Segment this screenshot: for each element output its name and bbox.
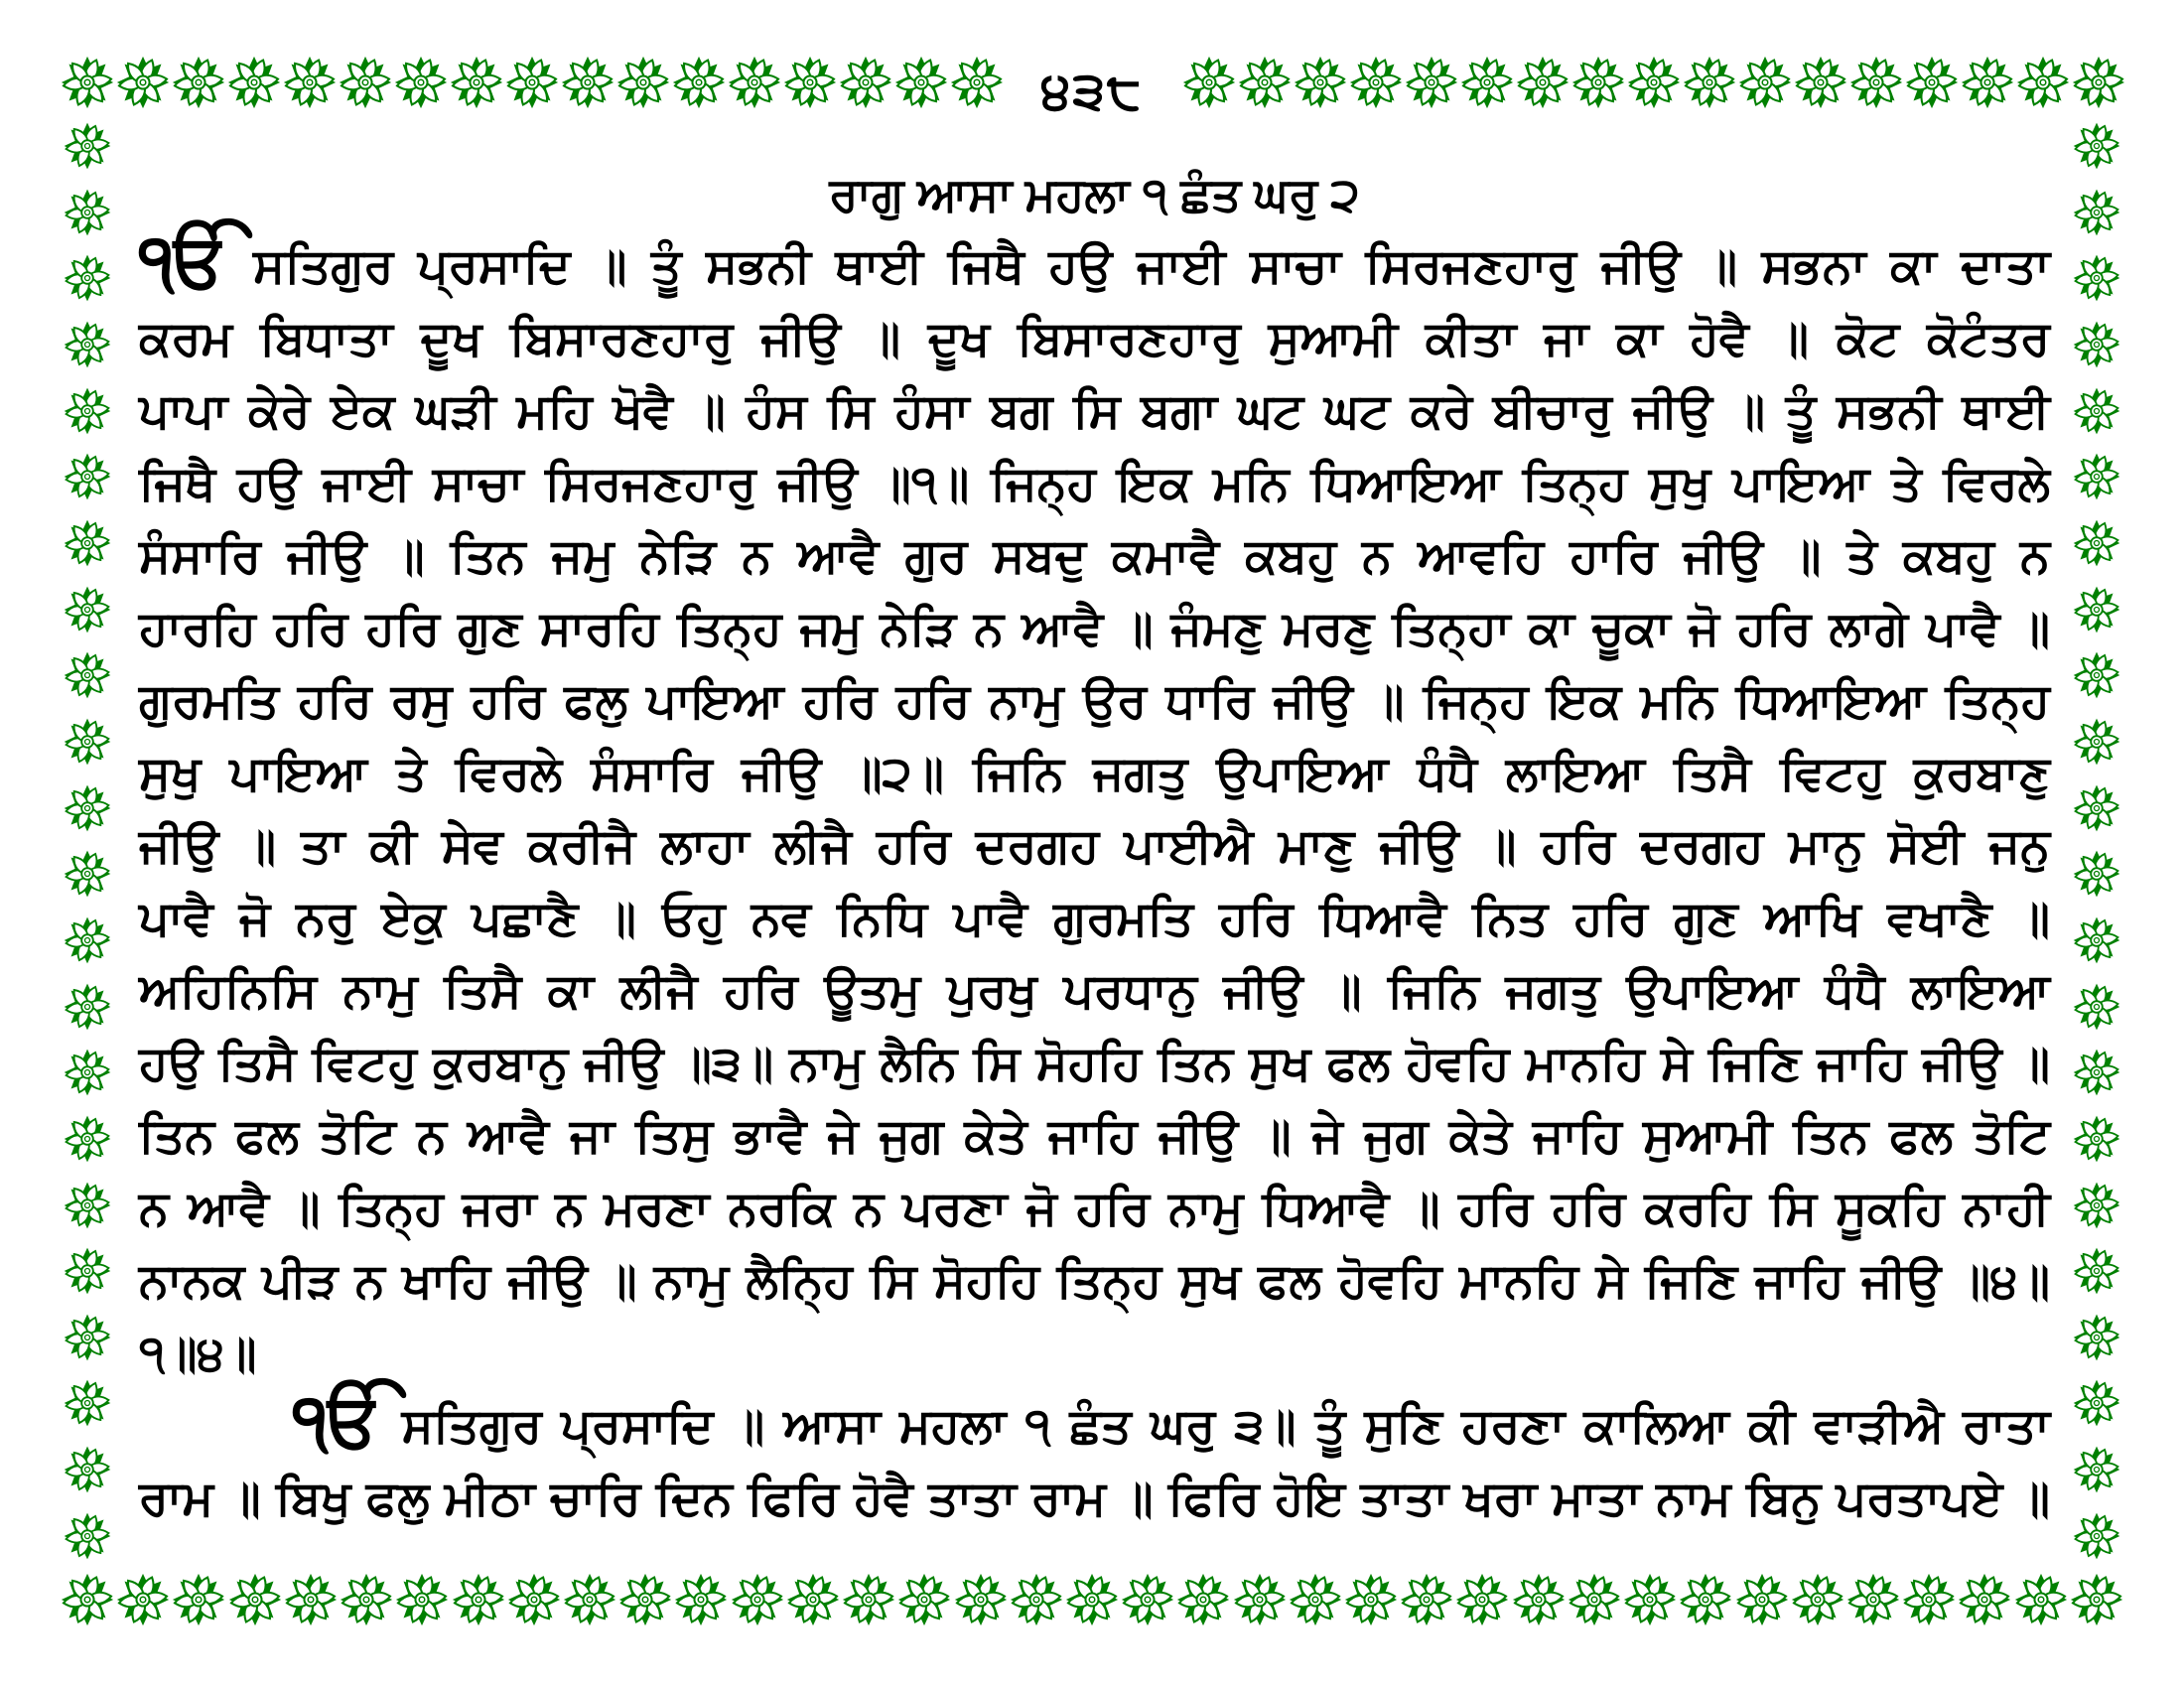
flower-icon bbox=[1293, 53, 1348, 112]
flower-icon bbox=[63, 1511, 112, 1561]
flower-icon bbox=[2072, 1445, 2121, 1494]
text-line: ਤਿਨ ਫਲ ਤੋਟਿ ਨ ਆਵੈ ਜਾ ਤਿਸੁ ਭਾਵੈ ਜੇ ਜੁਗ ਕੇਤੇ ਜਾਹਿ ਜੀਉ ॥ ਜੇ ਜੁਗ ਕੇਤੇ ਜਾਹਿ ਸੁਆਮੀ ਤਿਨ ਫਲ ਤੋਟਿ bbox=[139, 1110, 2050, 1163]
flower-icon bbox=[1960, 53, 2015, 112]
flower-icon bbox=[615, 53, 671, 112]
flower-icon bbox=[1343, 1570, 1399, 1629]
flower-icon bbox=[2072, 915, 2121, 965]
flower-icon bbox=[339, 1570, 394, 1629]
flower-icon bbox=[226, 53, 282, 112]
flower-icon bbox=[282, 53, 338, 112]
flower-icon bbox=[63, 188, 112, 237]
flower-icon bbox=[1232, 1570, 1288, 1629]
flower-icon bbox=[893, 53, 949, 112]
text-line: ਨ ਆਵੈ ॥ ਤਿਨ੍ਹ ਜਰਾ ਨ ਮਰਣਾ ਨਰਕਿ ਨ ਪਰਣਾ ਜੋ ਹਰਿ ਨਾਮੁ ਧਿਆਵੈ ॥ ਹਰਿ ਹਰਿ ਕਰਹਿ ਸਿ ਸੂਕਹਿ ਨਾਹੀ bbox=[139, 1183, 2050, 1235]
flower-icon bbox=[2072, 121, 2121, 171]
flower-icon bbox=[338, 53, 393, 112]
flower-icon bbox=[63, 783, 112, 833]
flower-icon bbox=[1845, 1570, 1901, 1629]
flower-icon bbox=[1064, 1570, 1120, 1629]
flower-icon bbox=[63, 717, 112, 767]
scripture-text bbox=[139, 219, 2050, 1535]
border-right bbox=[2071, 121, 2122, 1561]
flower-icon bbox=[2072, 253, 2121, 303]
text-line: ਗੁਰਮਤਿ ਹਰਿ ਰਸੁ ਹਰਿ ਫਲੁ ਪਾਇਆ ਹਰਿ ਹਰਿ ਨਾਮੁ ਉਰ ਧਾਰਿ ਜੀਉ ॥ ਜਿਨ੍ਹ ਇਕ ਮਨਿ ਧਿਆਇਆ ਤਿਨ੍ਹ bbox=[139, 675, 2050, 728]
flower-icon bbox=[171, 1570, 226, 1629]
flower-icon bbox=[1348, 53, 1404, 112]
flower-icon bbox=[63, 518, 112, 568]
flower-icon bbox=[2072, 1313, 2121, 1362]
flower-icon bbox=[2072, 1114, 2121, 1164]
flower-icon bbox=[63, 1445, 112, 1494]
flower-icon bbox=[1626, 53, 1682, 112]
flower-icon bbox=[2072, 386, 2121, 436]
flower-icon bbox=[2072, 717, 2121, 767]
flower-icon bbox=[283, 1570, 339, 1629]
flower-icon bbox=[1399, 1570, 1454, 1629]
text-line: ੴ ਸਤਿਗੁਰ ਪ੍ਰਸਾਦਿ ॥ ਆਸਾ ਮਹਲਾ ੧ ਛੰਤ ਘਰੁ ੩॥ ਤੂੰ ਸੁਣਿ ਹਰਣਾ ਕਾਲਿਆ ਕੀ ਵਾੜੀਐ ਰਾਤਾ bbox=[293, 1379, 2050, 1462]
flower-icon bbox=[1901, 1570, 1957, 1629]
flower-icon bbox=[560, 53, 615, 112]
flower-icon bbox=[671, 53, 727, 112]
flower-icon bbox=[562, 1570, 617, 1629]
flower-icon bbox=[115, 1570, 171, 1629]
flower-icon bbox=[1009, 1570, 1064, 1629]
flower-icon bbox=[1454, 1570, 1510, 1629]
flower-icon bbox=[2072, 1378, 2121, 1428]
text-line: ਨਾਨਕ ਪੀੜ ਨ ਖਾਹਿ ਜੀਉ ॥ ਨਾਮੁ ਲੈਨ੍ਹਿ ਸਿ ਸੋਹਹਿ ਤਿਨ੍ਹ ਸੁਖ ਫਲ ਹੋਵਹਿ ਮਾਨਹਿ ਸੇ ਜਿਣਿ ਜਾਹਿ ਜੀਉ ॥੪॥ bbox=[139, 1255, 2050, 1308]
flower-icon bbox=[1515, 53, 1570, 112]
flower-icon bbox=[2069, 1570, 2124, 1629]
flower-icon bbox=[63, 849, 112, 899]
text-line: ਪਾਪਾ ਕੇਰੇ ਏਕ ਘੜੀ ਮਹਿ ਖੋਵੈ ॥ ਹੰਸ ਸਿ ਹੰਸਾ ਬਗ ਸਿ ਬਗਾ ਘਟ ਘਟ ਕਰੇ ਬੀਚਾਰੁ ਜੀਉ ॥ ਤੂੰ ਸਭਨੀ ਥਾਈ bbox=[139, 385, 2050, 438]
flower-icon bbox=[727, 53, 782, 112]
flower-icon bbox=[63, 1378, 112, 1428]
flower-icon bbox=[1237, 53, 1293, 112]
flower-icon bbox=[1957, 1570, 2012, 1629]
flower-icon bbox=[953, 1570, 1009, 1629]
flower-icon bbox=[63, 452, 112, 501]
flower-icon bbox=[2072, 1511, 2121, 1561]
flower-icon bbox=[63, 1313, 112, 1362]
flower-icon bbox=[1622, 1570, 1678, 1629]
flower-icon bbox=[1175, 1570, 1231, 1629]
ik-onkar-symbol: ੴ bbox=[293, 1379, 383, 1462]
flower-icon bbox=[63, 585, 112, 634]
border-top-left bbox=[60, 52, 1003, 113]
flower-icon bbox=[1682, 53, 1737, 112]
flower-icon bbox=[782, 53, 838, 112]
flower-icon bbox=[63, 650, 112, 700]
flower-icon bbox=[1404, 53, 1459, 112]
flower-icon bbox=[227, 1570, 283, 1629]
flower-icon bbox=[1567, 1570, 1622, 1629]
border-bottom bbox=[60, 1569, 2124, 1630]
flower-icon bbox=[2072, 1048, 2121, 1097]
text-line: ਕਰਮ ਬਿਧਾਤਾ ਦੂਖ ਬਿਸਾਰਣਹਾਰੁ ਜੀਉ ॥ ਦੂਖ ਬਿਸਾਰਣਹਾਰੁ ਸੁਆਮੀ ਕੀਤਾ ਜਾ ਕਾ ਹੋਵੈ ॥ ਕੋਟ ਕੋਟੰਤਰ bbox=[139, 313, 2050, 365]
flower-icon bbox=[896, 1570, 952, 1629]
flower-icon bbox=[63, 386, 112, 436]
flower-icon bbox=[2013, 1570, 2069, 1629]
flower-icon bbox=[841, 1570, 896, 1629]
text-line: ਜਿਥੈ ਹਉ ਜਾਈ ਸਾਚਾ ਸਿਰਜਣਹਾਰੁ ਜੀਉ ॥੧॥ ਜਿਨ੍ਹ ਇਕ ਮਨਿ ਧਿਆਇਆ ਤਿਨ੍ਹ ਸੁਖੁ ਪਾਇਆ ਤੇ ਵਿਰਲੇ bbox=[139, 458, 2050, 510]
flower-icon bbox=[63, 1246, 112, 1296]
flower-icon bbox=[63, 1114, 112, 1164]
text-line: ੴ ਸਤਿਗੁਰ ਪ੍ਰਸਾਦਿ ॥ ਤੂੰ ਸਭਨੀ ਥਾਈ ਜਿਥੈ ਹਉ ਜਾਈ ਸਾਚਾ ਸਿਰਜਣਹਾਰੁ ਜੀਉ ॥ ਸਭਨਾ ਕਾ ਦਾਤਾ bbox=[139, 219, 2050, 302]
flower-icon bbox=[1181, 53, 1237, 112]
flower-icon bbox=[617, 1570, 673, 1629]
text-line: ਹਾਰਹਿ ਹਰਿ ਹਰਿ ਗੁਣ ਸਾਰਹਿ ਤਿਨ੍ਹ ਜਮੁ ਨੇੜਿ ਨ ਆਵੈ ॥ ਜੰਮਣੁ ਮਰਣੁ ਤਿਨ੍ਹਾ ਕਾ ਚੂਕਾ ਜੋ ਹਰਿ ਲਾਗੇ ਪਾਵੈ ॥ bbox=[139, 603, 2050, 655]
flower-icon bbox=[1848, 53, 1904, 112]
flower-icon bbox=[393, 53, 449, 112]
flower-icon bbox=[2072, 650, 2121, 700]
flower-icon bbox=[504, 53, 560, 112]
page-number: ੪੩੮ bbox=[1040, 63, 1144, 120]
flower-icon bbox=[2072, 320, 2121, 369]
text-line: ਹਉ ਤਿਸੈ ਵਿਟਹੁ ਕੁਰਬਾਨੁ ਜੀਉ ॥੩॥ ਨਾਮੁ ਲੈਨਿ ਸਿ ਸੋਹਹਿ ਤਿਨ ਸੁਖ ਫਲ ਹੋਵਹਿ ਮਾਨਹਿ ਸੇ ਜਿਣਿ ਜਾਹਿ ਜੀਉ ॥ bbox=[139, 1038, 2050, 1090]
text-line: ਜੀਉ ॥ ਤਾ ਕੀ ਸੇਵ ਕਰੀਜੈ ਲਾਹਾ ਲੀਜੈ ਹਰਿ ਦਰਗਹ ਪਾਈਐ ਮਾਣੁ ਜੀਉ ॥ ਹਰਿ ਦਰਗਹ ਮਾਨੁ ਸੋਈ ਜਨੁ bbox=[139, 820, 2050, 873]
flower-icon bbox=[1904, 53, 1960, 112]
flower-icon bbox=[2072, 1246, 2121, 1296]
flower-icon bbox=[60, 1570, 115, 1629]
text-line: ਪਾਵੈ ਜੋ ਨਰੁ ਏਕੁ ਪਛਾਣੈ ॥ ਓਹੁ ਨਵ ਨਿਧਿ ਪਾਵੈ ਗੁਰਮਤਿ ਹਰਿ ਧਿਆਵੈ ਨਿਤ ਹਰਿ ਗੁਣ ਆਖਿ ਵਖਾਣੈ ॥ bbox=[139, 893, 2050, 945]
text-line: ਸੁਖੁ ਪਾਇਆ ਤੇ ਵਿਰਲੇ ਸੰਸਾਰਿ ਜੀਉ ॥੨॥ ਜਿਨਿ ਜਗਤੁ ਉਪਾਇਆ ਧੰਧੈ ਲਾਇਆ ਤਿਸੈ ਵਿਟਹੁ ਕੁਰਬਾਣੁ bbox=[139, 748, 2050, 800]
flower-icon bbox=[1678, 1570, 1733, 1629]
flower-icon bbox=[2072, 783, 2121, 833]
flower-icon bbox=[2072, 982, 2121, 1032]
flower-icon bbox=[785, 1570, 841, 1629]
flower-icon bbox=[2072, 849, 2121, 899]
flower-icon bbox=[63, 121, 112, 171]
flower-icon bbox=[1288, 1570, 1343, 1629]
border-left bbox=[62, 121, 113, 1561]
flower-icon bbox=[1120, 1570, 1175, 1629]
flower-icon bbox=[2071, 53, 2124, 112]
ik-onkar-symbol: ੴ bbox=[139, 219, 229, 302]
flower-icon bbox=[171, 53, 226, 112]
text-line: ੧॥੪॥ bbox=[139, 1328, 257, 1380]
text-line: ਸੰਸਾਰਿ ਜੀਉ ॥ ਤਿਨ ਜਮੁ ਨੇੜਿ ਨ ਆਵੈ ਗੁਰ ਸਬਦੁ ਕਮਾਵੈ ਕਬਹੁ ਨ ਆਵਹਿ ਹਾਰਿ ਜੀਉ ॥ ਤੇ ਕਬਹੁ ਨ bbox=[139, 530, 2050, 583]
flower-icon bbox=[949, 53, 1003, 112]
flower-icon bbox=[838, 53, 893, 112]
text-line: ਰਾਮ ॥ ਬਿਖੁ ਫਲੁ ਮੀਠਾ ਚਾਰਿ ਦਿਨ ਫਿਰਿ ਹੋਵੈ ਤਾਤਾ ਰਾਮ ॥ ਫਿਰਿ ਹੋਇ ਤਾਤਾ ਖਰਾ ਮਾਤਾ ਨਾਮ ਬਿਨੁ ਪਰਤਾਪਏ ॥ bbox=[139, 1473, 2050, 1525]
border-top-right bbox=[1181, 52, 2124, 113]
raga-heading: ਰਾਗੁ ਆਸਾ ਮਹਲਾ ੧ ਛੰਤ ਘਰੁ ੨ bbox=[829, 168, 1360, 220]
flower-icon bbox=[2072, 585, 2121, 634]
flower-icon bbox=[1511, 1570, 1567, 1629]
flower-icon bbox=[673, 1570, 729, 1629]
flower-icon bbox=[1459, 53, 1515, 112]
flower-icon bbox=[1790, 1570, 1845, 1629]
flower-icon bbox=[63, 1048, 112, 1097]
flower-icon bbox=[730, 1570, 785, 1629]
flower-icon bbox=[1793, 53, 1848, 112]
flower-icon bbox=[1570, 53, 1626, 112]
flower-icon bbox=[451, 1570, 506, 1629]
flower-icon bbox=[1737, 53, 1793, 112]
flower-icon bbox=[2072, 452, 2121, 501]
flower-icon bbox=[449, 53, 504, 112]
text-line: ਅਹਿਨਿਸਿ ਨਾਮੁ ਤਿਸੈ ਕਾ ਲੀਜੈ ਹਰਿ ਊਤਮੁ ਪੁਰਖੁ ਪਰਧਾਨੁ ਜੀਉ ॥ ਜਿਨਿ ਜਗਤੁ ਉਪਾਇਆ ਧੰਧੈ ਲਾਇਆ bbox=[139, 965, 2050, 1018]
flower-icon bbox=[1734, 1570, 1790, 1629]
flower-icon bbox=[394, 1570, 450, 1629]
flower-icon bbox=[60, 53, 115, 112]
flower-icon bbox=[63, 982, 112, 1032]
flower-icon bbox=[2072, 1181, 2121, 1230]
flower-icon bbox=[2072, 518, 2121, 568]
flower-icon bbox=[115, 53, 171, 112]
flower-icon bbox=[2072, 188, 2121, 237]
flower-icon bbox=[506, 1570, 562, 1629]
flower-icon bbox=[63, 915, 112, 965]
flower-icon bbox=[63, 253, 112, 303]
flower-icon bbox=[63, 320, 112, 369]
flower-icon bbox=[63, 1181, 112, 1230]
flower-icon bbox=[2015, 53, 2071, 112]
